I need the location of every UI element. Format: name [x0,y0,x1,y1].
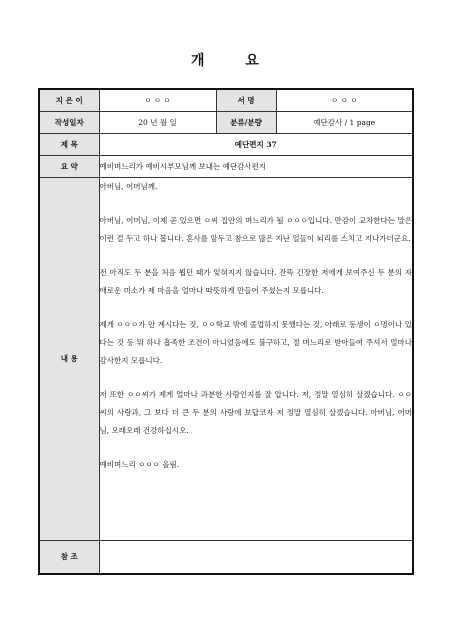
category-label: 분류/분량 [216,111,276,133]
category-value: 예단감사 / 1 page [276,111,413,133]
subject-label: 제 목 [39,133,99,155]
signature-value: ㅇ ㅇ ㅇ [276,89,413,111]
content-label: 내 용 [39,177,99,540]
letter-paragraph: 저 또한 ㅇㅇ씨가 제게 얼마나 과분한 사람인지를 잘 압니다. 저, 정말 열심히 살겠습니다. ㅇㅇ씨의 사랑과, 그 보다 더 큰 두 분의 사랑에 보답코자 저 정말 열심히 살겠습니다. 아버님, 어머님, 오래오래 건강하십시오. [99,389,412,435]
letter-greeting: 아버님, 어머님께. [99,181,158,191]
reference-label: 참 조 [39,540,99,574]
letter-body [99,177,413,540]
reference-row [39,540,413,574]
letter-signoff: 예비며느리 ㅇㅇㅇ 올림. [99,459,180,469]
author-row [39,89,413,111]
document-title: 개 요 [191,53,277,69]
letter-paragraph: 아버님, 어머님, 이제 곧 있으면 ㅇ씨 집안의 며느리가 될 ㅇㅇㅇ입니다. 만감이 교차한다는 말은 이런 걸 두고 하나 봅니다. 혼사를 앞두고 참으로 많은 지난 일들이 뇌리를 스치고 지나가더군요. [99,215,412,243]
summary-label: 요 약 [39,155,99,177]
date-row [39,111,413,133]
subject-row [39,133,413,155]
letter-paragraph: 제게 ㅇㅇㅇ가 안 계시다는 것, ㅇㅇ학교 밖에 졸업하지 못했다는 것, 아래로 동생이 ㅇ명이나 있다는 것 등 뭐 하나 흡족한 조건이 아니었음에도 불구하고, 절 며느리로 받아들여 주셔서 얼마나 감사한지 모릅니다. [99,319,412,365]
author-label: 지 은 이 [39,89,99,111]
author-value: ㅇ ㅇ ㅇ [99,89,216,111]
summary-row [39,155,413,177]
summary-value: 예비며느리가 예비시부모님께 보내는 예단감사편지 [99,155,413,177]
date-label: 작성일자 [39,111,99,133]
letter-paragraph: 전 아직도 두 분을 처음 뵙던 때가 잊혀지지 않습니다. 잔뜩 긴장한 저에게 보여주신 두 분의 자애로운 미소가 제 마음을 얼마나 따뜻하게 만들어 주셨는지 모릅니다. [99,267,412,295]
date-value: 20 년 월 일 [99,111,216,133]
reference-value [99,540,413,574]
content-row [39,177,413,540]
subject-value: 예단편지 37 [99,133,413,155]
summary-form-table [38,88,414,575]
signature-label: 서 명 [216,89,276,111]
